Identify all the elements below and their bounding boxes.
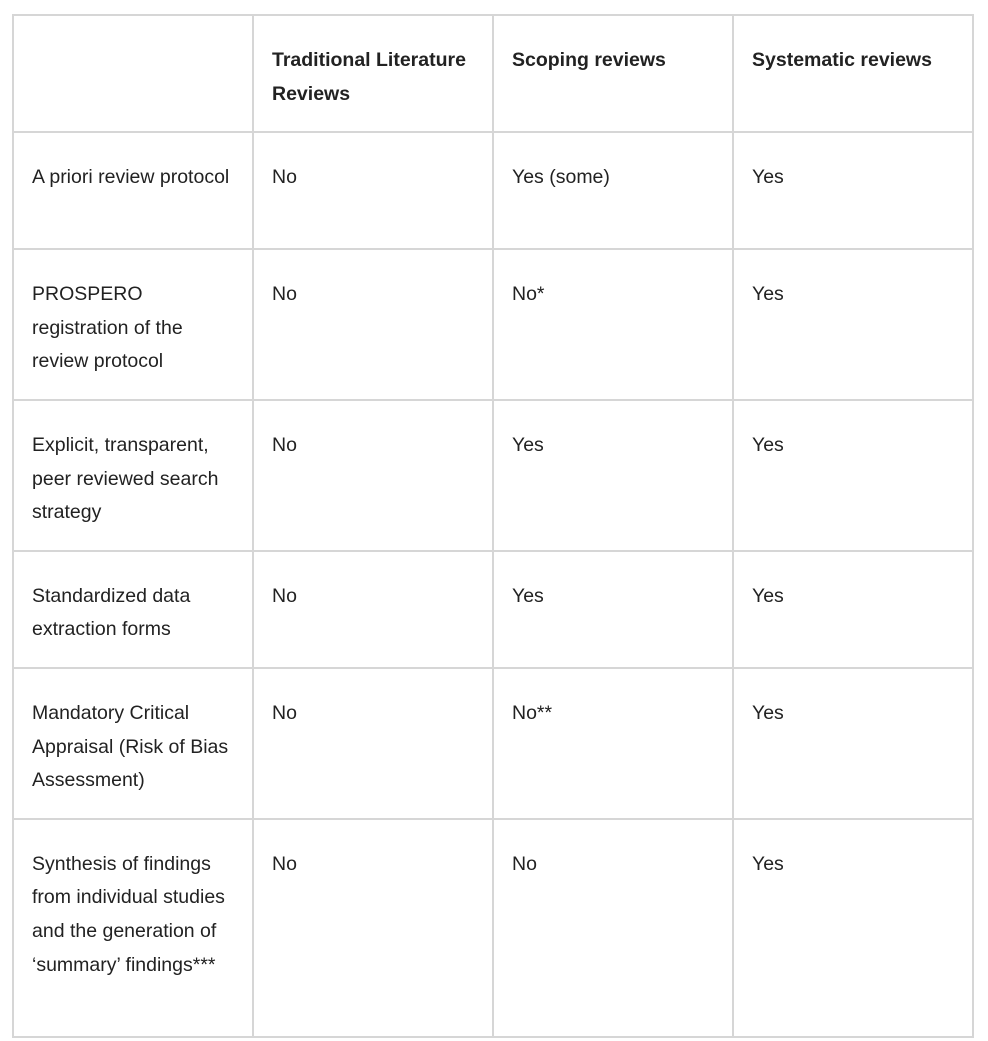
criterion-cell: A priori review protocol [13, 132, 253, 249]
scoping-cell: Yes [493, 551, 733, 668]
criterion-cell: Explicit, transparent, peer reviewed search strategy [13, 400, 253, 551]
systematic-cell: Yes [733, 819, 973, 1037]
traditional-cell: No [253, 249, 493, 400]
traditional-cell: No [253, 819, 493, 1037]
table-row [13, 132, 973, 249]
traditional-cell: No [253, 132, 493, 249]
header-cell-traditional: Traditional Literature Reviews [253, 15, 493, 132]
header-cell-scoping: Scoping reviews [493, 15, 733, 132]
table-row [13, 249, 973, 400]
criterion-cell: Mandatory Critical Appraisal (Risk of Bias Assessment) [13, 668, 253, 819]
comparison-table [12, 14, 974, 1038]
table-header-row [13, 15, 973, 132]
criterion-cell: Synthesis of findings from individual studies and the generation of ‘summary’ findings*** [13, 819, 253, 1037]
scoping-cell: Yes (some) [493, 132, 733, 249]
table-row [13, 551, 973, 668]
scoping-cell: Yes [493, 400, 733, 551]
traditional-cell: No [253, 668, 493, 819]
table-row [13, 668, 973, 819]
header-cell-systematic: Systematic reviews [733, 15, 973, 132]
traditional-cell: No [253, 400, 493, 551]
scoping-cell: No [493, 819, 733, 1037]
traditional-cell: No [253, 551, 493, 668]
criterion-cell: PROSPERO registration of the review protocol [13, 249, 253, 400]
systematic-cell: Yes [733, 668, 973, 819]
table-row [13, 400, 973, 551]
systematic-cell: Yes [733, 400, 973, 551]
scoping-cell: No* [493, 249, 733, 400]
table-row [13, 819, 973, 1037]
systematic-cell: Yes [733, 132, 973, 249]
header-cell-empty [13, 15, 253, 132]
scoping-cell: No** [493, 668, 733, 819]
systematic-cell: Yes [733, 249, 973, 400]
systematic-cell: Yes [733, 551, 973, 668]
criterion-cell: Standardized data extraction forms [13, 551, 253, 668]
